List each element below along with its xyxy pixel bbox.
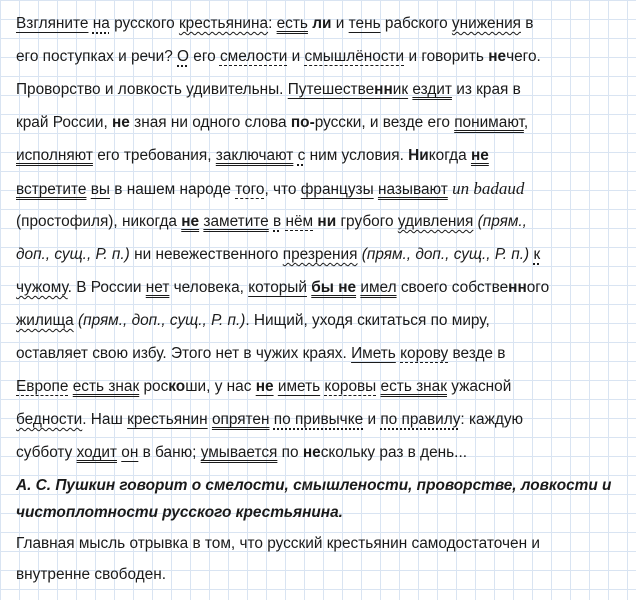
text-span: не	[112, 114, 130, 131]
text-span: . Нищий, уходя скитаться по миру,	[245, 312, 490, 329]
text-span: иметь	[277, 378, 321, 395]
text-span: ужасной	[446, 378, 512, 395]
text-span: по привычке	[273, 411, 364, 428]
text-span: зная ни одного слова	[129, 114, 291, 131]
text-span: ли	[312, 15, 332, 32]
text-span: не	[181, 213, 200, 230]
text-span: называют	[377, 181, 448, 198]
text-span: (прям.,	[477, 213, 527, 230]
text-line	[16, 344, 624, 364]
text-line	[16, 80, 624, 100]
text-line	[16, 47, 624, 67]
text-span: тень	[348, 15, 381, 32]
text-span: (простофиля), никогда	[16, 213, 182, 230]
text-span: его	[189, 48, 220, 65]
text-line	[16, 311, 624, 331]
text-span: нн	[508, 279, 527, 296]
text-span: не	[470, 147, 489, 164]
text-span: опрятен	[211, 411, 270, 428]
text-span: un badaud	[452, 179, 525, 198]
text-line	[16, 377, 624, 397]
text-span: (прям., доп., сущ., Р. п.)	[77, 312, 246, 329]
text-span: нет	[145, 279, 170, 296]
text-span: А. С. Пушкин говорит о смелости, смышлености, проворстве, ловкости и	[16, 477, 612, 494]
text-span: и	[287, 48, 305, 65]
text-span: в	[521, 15, 534, 32]
text-span: Иметь	[351, 345, 396, 362]
text-span: к	[533, 246, 541, 263]
answer-line	[16, 503, 624, 523]
text-span: на	[92, 15, 110, 32]
text-span: заметите	[203, 213, 269, 230]
text-span: ни	[317, 213, 337, 230]
text-span: из края в	[451, 81, 521, 98]
text-span: его поступках и речи?	[16, 48, 178, 65]
text-span: и	[331, 15, 349, 32]
text-span: рос	[139, 378, 169, 395]
text-span: удивления	[397, 213, 474, 230]
text-span: , что	[264, 181, 301, 198]
text-span: чего.	[506, 48, 541, 65]
text-span: и говорить	[404, 48, 489, 65]
text-span: ним условия.	[305, 147, 409, 164]
text-span: чужому	[16, 279, 68, 296]
text-span: человека,	[169, 279, 249, 296]
text-span: вы	[90, 181, 110, 198]
text-line	[16, 245, 624, 265]
text-span: не	[302, 444, 321, 461]
text-span: исполняют	[16, 147, 93, 164]
text-span: своего собстве	[396, 279, 509, 296]
text-span: и	[363, 411, 381, 428]
text-span: крестьянина	[178, 15, 269, 32]
text-span: бы не	[311, 279, 357, 296]
text-span: жилища	[16, 312, 74, 329]
text-span: смышлёности	[304, 48, 405, 65]
text-span: коровы	[324, 378, 377, 395]
text-span: :	[268, 15, 277, 32]
text-span: ко	[168, 378, 186, 395]
text-line	[16, 278, 624, 298]
text-span: ши, у нас	[185, 378, 256, 395]
text-span: не	[255, 378, 274, 395]
text-span: ходит	[76, 444, 117, 461]
text-span: крестьянин	[127, 411, 208, 428]
text-span: не	[488, 48, 507, 65]
text-span: . Наш	[82, 411, 128, 428]
text-span: когда	[428, 147, 471, 164]
text-span: чистоплотности русского крестьянина.	[16, 504, 343, 521]
text-span: встретите	[16, 181, 87, 198]
text-span: ого	[526, 279, 550, 296]
text-span: он	[121, 444, 139, 461]
text-span: французы	[300, 181, 374, 198]
text-span: субботу	[16, 444, 77, 461]
text-span: его требования,	[92, 147, 216, 164]
text-span: край России,	[16, 114, 113, 131]
text-span: того	[235, 181, 265, 198]
text-span: бедности	[16, 411, 83, 428]
text-span: который	[248, 279, 307, 296]
text-span: умывается	[200, 444, 278, 461]
text-span: имел	[360, 279, 397, 296]
text-line	[16, 410, 624, 430]
text-span: с	[297, 147, 306, 164]
text-line	[16, 534, 624, 554]
text-span: заключают	[215, 147, 294, 164]
text-span: ,	[523, 114, 529, 131]
text-span: оставляет свою избу. Этого нет в чужих краях.	[16, 345, 352, 362]
text-span: Путешестве	[287, 81, 375, 98]
text-span: ни невежественного	[129, 246, 283, 263]
text-span: скольку раз в день...	[320, 444, 468, 461]
text-span: в	[273, 213, 282, 230]
text-span: Европе	[16, 378, 69, 395]
text-line	[16, 565, 624, 585]
text-span: (прям., доп., сущ., Р. п.)	[361, 246, 530, 263]
text-span: есть знак	[380, 378, 447, 395]
text-line	[16, 14, 624, 34]
text-span: в баню;	[138, 444, 201, 461]
text-line	[16, 113, 624, 133]
text-line	[16, 212, 624, 232]
text-line	[16, 146, 624, 166]
text-span: есть знак	[72, 378, 140, 395]
text-span: Ни	[408, 147, 429, 164]
text-span: нём	[285, 213, 314, 230]
text-span: внутренне свободен.	[16, 566, 166, 583]
text-span: презрения	[282, 246, 358, 263]
answer-line	[16, 476, 624, 496]
text-line	[16, 179, 624, 200]
text-span: грубого	[336, 213, 398, 230]
text-span: русского	[109, 15, 179, 32]
text-span: унижения	[451, 15, 521, 32]
text-span: доп., сущ., Р. п.)	[16, 246, 130, 263]
text-span: русски, и везде его	[314, 114, 455, 131]
text-span: рабского	[380, 15, 452, 32]
text-span: по	[277, 444, 303, 461]
text-span: нн	[374, 81, 393, 98]
text-span: по правилу	[380, 411, 461, 428]
text-span: Проворство и ловкость удивительны.	[16, 81, 288, 98]
text-span: Главная мысль отрывка в том, что русский крестьянин самодостаточен и	[16, 535, 540, 552]
text-span: Взгляните	[16, 15, 89, 32]
text-span: смелости	[219, 48, 288, 65]
text-span: везде в	[448, 345, 506, 362]
text-span: . В России	[67, 279, 146, 296]
text-span: в нашем народе	[109, 181, 236, 198]
text-span: есть	[276, 15, 308, 32]
text-span: ездит	[412, 81, 452, 98]
text-span: О	[177, 48, 190, 65]
text-span: : каждую	[460, 411, 524, 428]
text-span: ик	[392, 81, 409, 98]
text-span: по-	[290, 114, 315, 131]
text-span: корову	[400, 345, 449, 362]
text-line	[16, 443, 624, 463]
text-span: понимают	[454, 114, 524, 131]
